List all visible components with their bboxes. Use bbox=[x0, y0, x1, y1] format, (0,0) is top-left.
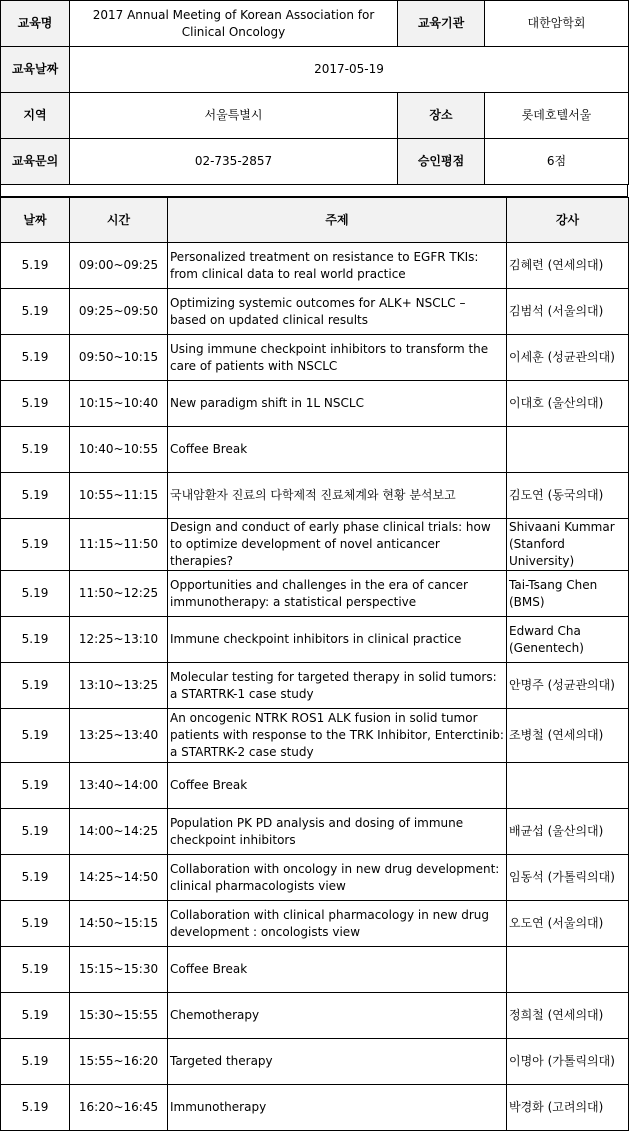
row-date: 5.19 bbox=[1, 289, 70, 335]
course-date-label: 교육날짜 bbox=[1, 47, 70, 93]
row-time: 14:50~15:15 bbox=[70, 901, 168, 947]
table-row bbox=[1, 901, 629, 947]
row-date: 5.19 bbox=[1, 763, 70, 809]
table-row bbox=[1, 335, 629, 381]
row-speaker bbox=[507, 763, 629, 809]
row-time: 14:25~14:50 bbox=[70, 855, 168, 901]
row-time: 13:10~13:25 bbox=[70, 663, 168, 709]
row-speaker: Shivaani Kummar (Stanford University) bbox=[507, 519, 629, 571]
row-speaker: 이명아 (가톨릭의대) bbox=[507, 1039, 629, 1085]
row-topic: Molecular testing for targeted therapy in solid tumors: a STARTRK-1 case study bbox=[168, 663, 507, 709]
row-date: 5.19 bbox=[1, 993, 70, 1039]
course-info-table bbox=[0, 0, 629, 185]
row-time: 13:40~14:00 bbox=[70, 763, 168, 809]
table-spacer bbox=[0, 184, 628, 197]
table-row bbox=[1, 243, 629, 289]
row-topic: An oncogenic NTRK ROS1 ALK fusion in solid tumor patients with response to the TRK Inhibitor, Enterctinib: a STARTRK-2 case study bbox=[168, 709, 507, 763]
row-time: 10:40~10:55 bbox=[70, 427, 168, 473]
table-row bbox=[1, 381, 629, 427]
row-date: 5.19 bbox=[1, 947, 70, 993]
table-row bbox=[1, 763, 629, 809]
row-topic: Personalized treatment on resistance to EGFR TKIs: from clinical data to real world practice bbox=[168, 243, 507, 289]
row-topic: New paradigm shift in 1L NSCLC bbox=[168, 381, 507, 427]
table-row bbox=[1, 809, 629, 855]
row-speaker bbox=[507, 947, 629, 993]
row-date: 5.19 bbox=[1, 617, 70, 663]
row-topic: Immune checkpoint inhibitors in clinical practice bbox=[168, 617, 507, 663]
table-row bbox=[1, 993, 629, 1039]
contact-label: 교육문의 bbox=[1, 139, 70, 185]
row-date: 5.19 bbox=[1, 709, 70, 763]
row-date: 5.19 bbox=[1, 473, 70, 519]
table-row bbox=[1, 1039, 629, 1085]
venue-label: 장소 bbox=[398, 93, 485, 139]
row-topic: Chemotherapy bbox=[168, 993, 507, 1039]
table-row bbox=[1, 855, 629, 901]
row-speaker: 김범석 (서울의대) bbox=[507, 289, 629, 335]
row-date: 5.19 bbox=[1, 855, 70, 901]
row-date: 5.19 bbox=[1, 1085, 70, 1131]
row-topic: Opportunities and challenges in the era of cancer immunotherapy: a statistical perspective bbox=[168, 571, 507, 617]
row-time: 16:20~16:45 bbox=[70, 1085, 168, 1131]
row-topic: Immunotherapy bbox=[168, 1085, 507, 1131]
row-topic: Coffee Break bbox=[168, 763, 507, 809]
row-time: 09:50~10:15 bbox=[70, 335, 168, 381]
row-speaker: 안명주 (성균관의대) bbox=[507, 663, 629, 709]
schedule-table bbox=[0, 197, 629, 1131]
row-speaker: 임동석 (가톨릭의대) bbox=[507, 855, 629, 901]
row-topic: Coffee Break bbox=[168, 947, 507, 993]
row-topic: Using immune checkpoint inhibitors to transform the care of patients with NSCLC bbox=[168, 335, 507, 381]
venue-value: 롯데호텔서울 bbox=[485, 93, 629, 139]
row-date: 5.19 bbox=[1, 519, 70, 571]
row-time: 14:00~14:25 bbox=[70, 809, 168, 855]
row-time: 15:30~15:55 bbox=[70, 993, 168, 1039]
row-speaker: 박경화 (고려의대) bbox=[507, 1085, 629, 1131]
row-topic: Collaboration with oncology in new drug development: clinical pharmacologists view bbox=[168, 855, 507, 901]
row-date: 5.19 bbox=[1, 381, 70, 427]
course-name-label: 교육명 bbox=[1, 1, 70, 47]
table-row bbox=[1, 617, 629, 663]
course-date-value: 2017-05-19 bbox=[70, 47, 629, 93]
region-label: 지역 bbox=[1, 93, 70, 139]
row-time: 10:55~11:15 bbox=[70, 473, 168, 519]
row-speaker: 김도연 (동국의대) bbox=[507, 473, 629, 519]
row-topic: Targeted therapy bbox=[168, 1039, 507, 1085]
row-speaker: 조병철 (연세의대) bbox=[507, 709, 629, 763]
row-date: 5.19 bbox=[1, 809, 70, 855]
row-topic: Population PK PD analysis and dosing of immune checkpoint inhibitors bbox=[168, 809, 507, 855]
row-time: 09:00~09:25 bbox=[70, 243, 168, 289]
header-topic: 주제 bbox=[168, 198, 507, 243]
row-date: 5.19 bbox=[1, 243, 70, 289]
row-topic: Optimizing systemic outcomes for ALK+ NSCLC – based on updated clinical results bbox=[168, 289, 507, 335]
table-row bbox=[1, 519, 629, 571]
organizer-value: 대한암학회 bbox=[485, 1, 629, 47]
region-value: 서울특별시 bbox=[70, 93, 398, 139]
row-date: 5.19 bbox=[1, 335, 70, 381]
row-speaker: Tai-Tsang Chen (BMS) bbox=[507, 571, 629, 617]
row-speaker: 이세훈 (성균관의대) bbox=[507, 335, 629, 381]
row-time: 13:25~13:40 bbox=[70, 709, 168, 763]
row-date: 5.19 bbox=[1, 571, 70, 617]
row-speaker: 정희철 (연세의대) bbox=[507, 993, 629, 1039]
header-speaker: 강사 bbox=[507, 198, 629, 243]
row-topic: Collaboration with clinical pharmacology in new drug development : oncologists view bbox=[168, 901, 507, 947]
row-time: 15:55~16:20 bbox=[70, 1039, 168, 1085]
course-name-value: 2017 Annual Meeting of Korean Association for Clinical Oncology bbox=[70, 1, 398, 47]
row-time: 11:50~12:25 bbox=[70, 571, 168, 617]
row-speaker: Edward Cha (Genentech) bbox=[507, 617, 629, 663]
table-row bbox=[1, 473, 629, 519]
row-date: 5.19 bbox=[1, 901, 70, 947]
row-time: 15:15~15:30 bbox=[70, 947, 168, 993]
table-row bbox=[1, 427, 629, 473]
row-topic: Design and conduct of early phase clinical trials: how to optimize development of novel anticancer therapies? bbox=[168, 519, 507, 571]
row-topic: Coffee Break bbox=[168, 427, 507, 473]
row-speaker: 오도연 (서울의대) bbox=[507, 901, 629, 947]
contact-value: 02-735-2857 bbox=[70, 139, 398, 185]
table-row bbox=[1, 709, 629, 763]
table-row bbox=[1, 571, 629, 617]
table-row bbox=[1, 663, 629, 709]
row-time: 11:15~11:50 bbox=[70, 519, 168, 571]
row-speaker: 배균섭 (울산의대) bbox=[507, 809, 629, 855]
row-date: 5.19 bbox=[1, 663, 70, 709]
header-date: 날짜 bbox=[1, 198, 70, 243]
header-time: 시간 bbox=[70, 198, 168, 243]
row-date: 5.19 bbox=[1, 1039, 70, 1085]
table-row bbox=[1, 1085, 629, 1131]
table-row bbox=[1, 289, 629, 335]
row-speaker: 김혜련 (연세의대) bbox=[507, 243, 629, 289]
row-time: 10:15~10:40 bbox=[70, 381, 168, 427]
row-speaker bbox=[507, 427, 629, 473]
row-date: 5.19 bbox=[1, 427, 70, 473]
organizer-label: 교육기관 bbox=[398, 1, 485, 47]
row-time: 09:25~09:50 bbox=[70, 289, 168, 335]
credit-label: 승인평점 bbox=[398, 139, 485, 185]
row-time: 12:25~13:10 bbox=[70, 617, 168, 663]
row-speaker: 이대호 (울산의대) bbox=[507, 381, 629, 427]
credit-value: 6점 bbox=[485, 139, 629, 185]
table-row bbox=[1, 947, 629, 993]
row-topic: 국내암환자 진료의 다학제적 진료체계와 현황 분석보고 bbox=[168, 473, 507, 519]
